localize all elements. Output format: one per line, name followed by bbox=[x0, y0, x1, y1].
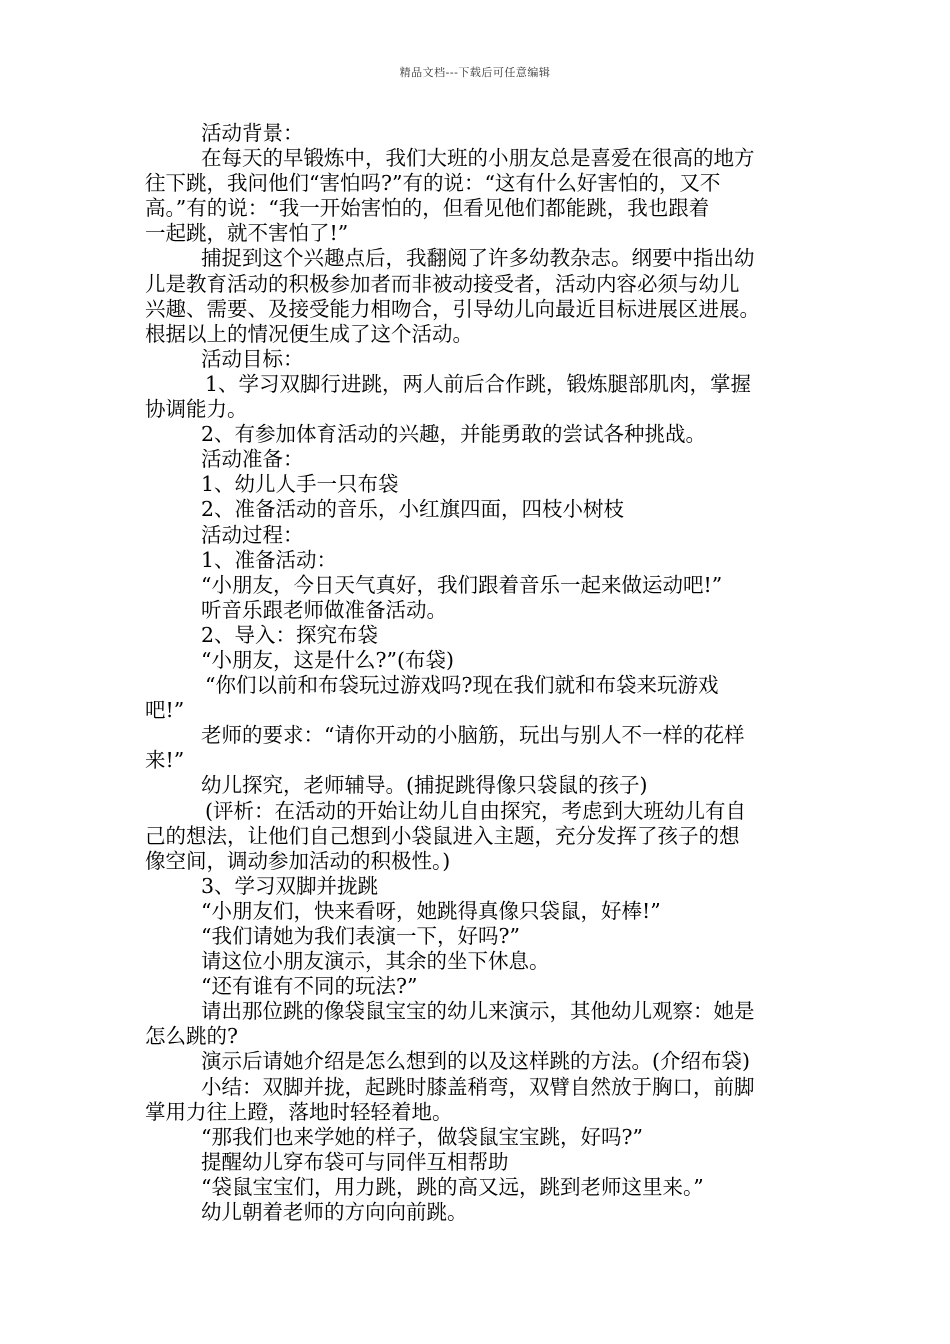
paragraph-line: 怎么跳的? bbox=[145, 1024, 238, 1049]
paragraph-line: 来!” bbox=[145, 748, 185, 773]
paragraph-line: 幼儿朝着老师的方向向前跳。 bbox=[201, 1200, 468, 1225]
paragraph-line: “袋鼠宝宝们，用力跳，跳的高又远，跳到老师这里来。” bbox=[201, 1174, 704, 1199]
paragraph-line: 兴趣、需要、及接受能力相吻合，引导幼儿向最近目标进展区进展。 bbox=[145, 296, 760, 321]
paragraph-line: 一起跳，就不害怕了!” bbox=[145, 221, 349, 246]
section-heading-process: 活动过程： bbox=[201, 522, 304, 547]
paragraph-line: 捕捉到这个兴趣点后，我翻阅了许多幼教杂志。纲要中指出幼 bbox=[201, 246, 755, 271]
paragraph-line: 2、导入：探究布袋 bbox=[201, 622, 379, 647]
paragraph-line: 1、幼儿人手一只布袋 bbox=[201, 472, 399, 497]
paragraph-line: 1、学习双脚行进跳，两人前后合作跳，锻炼腿部肌肉，掌握 bbox=[205, 371, 752, 396]
paragraph-line: 高。”有的说：“我一开始害怕的，但看见他们都能跳，我也跟着 bbox=[145, 196, 710, 221]
paragraph-line: “我们请她为我们表演一下，好吗?” bbox=[201, 924, 520, 948]
paragraph-line: 小结：双脚并拢，起跳时膝盖稍弯，双臂自然放于胸口，前脚 bbox=[201, 1074, 755, 1099]
paragraph-line: “你们以前和布袋玩过游戏吗?现在我们就和布袋来玩游戏 bbox=[205, 673, 719, 698]
paragraph-line: “那我们也来学她的样子，做袋鼠宝宝跳，好吗?” bbox=[201, 1124, 643, 1149]
paragraph-line: 老师的要求：“请你开动的小脑筋，玩出与别人不一样的花样 bbox=[201, 723, 745, 748]
paragraph-line: 往下跳，我问他们“害怕吗?”有的说：“这有什么好害怕的，又不 bbox=[145, 171, 721, 196]
paragraph-line: 请出那位跳的像袋鼠宝宝的幼儿来演示，其他幼儿观察：她是 bbox=[201, 999, 755, 1024]
paragraph-line: 儿是教育活动的积极参加者而非被动接受者，活动内容必须与幼儿 bbox=[145, 271, 740, 296]
paragraph-line: “小朋友，这是什么?”(布袋) bbox=[201, 647, 454, 672]
paragraph-line: 在每天的早锻炼中，我们大班的小朋友总是喜爱在很高的地方 bbox=[201, 146, 755, 171]
page-header: 精品文档---下载后可任意编辑 bbox=[399, 66, 551, 79]
paragraph-line: 吧!” bbox=[145, 698, 185, 723]
paragraph-line: 1、准备活动： bbox=[201, 547, 338, 572]
paragraph-line: 掌用力往上蹬，落地时轻轻着地。 bbox=[145, 1099, 453, 1124]
paragraph-line: 像空间，调动参加活动的积极性。) bbox=[145, 848, 451, 873]
paragraph-line: 2、有参加体育活动的兴趣，并能勇敢的尝试各种挑战。 bbox=[201, 422, 707, 447]
paragraph-line: 幼儿探究，老师辅导。(捕捉跳得像只袋鼠的孩子) bbox=[201, 773, 648, 798]
paragraph-line: 听音乐跟老师做准备活动。 bbox=[201, 597, 447, 622]
paragraph-line: 请这位小朋友演示，其余的坐下休息。 bbox=[201, 949, 550, 974]
paragraph-line: “还有谁有不同的玩法?” bbox=[201, 974, 418, 999]
paragraph-line: 演示后请她介绍是怎么想到的以及这样跳的方法。(介绍布袋) bbox=[201, 1049, 750, 1074]
paragraph-line: “小朋友，今日天气真好，我们跟着音乐一起来做运动吧!” bbox=[201, 572, 723, 597]
section-heading-goals: 活动目标： bbox=[201, 346, 304, 371]
section-heading-background: 活动背景： bbox=[201, 121, 304, 145]
paragraph-line: “小朋友们，快来看呀，她跳得真像只袋鼠，好棒!” bbox=[201, 898, 661, 923]
paragraph-line: 协调能力。 bbox=[145, 397, 248, 422]
paragraph-line: 根据以上的情况便生成了这个活动。 bbox=[145, 321, 473, 346]
section-heading-preparation: 活动准备： bbox=[201, 447, 304, 472]
paragraph-line: 2、准备活动的音乐，小红旗四面，四枝小树枝 bbox=[201, 497, 625, 522]
paragraph-line: 提醒幼儿穿布袋可与同伴互相帮助 bbox=[201, 1149, 509, 1174]
paragraph-line: 3、学习双脚并拢跳 bbox=[201, 873, 379, 898]
paragraph-line: 己的想法，让他们自己想到小袋鼠进入主题，充分发挥了孩子的想 bbox=[145, 823, 740, 848]
paragraph-line: (评析：在活动的开始让幼儿自由探究，考虑到大班幼儿有自 bbox=[205, 798, 746, 823]
document-body bbox=[145, 121, 825, 1225]
